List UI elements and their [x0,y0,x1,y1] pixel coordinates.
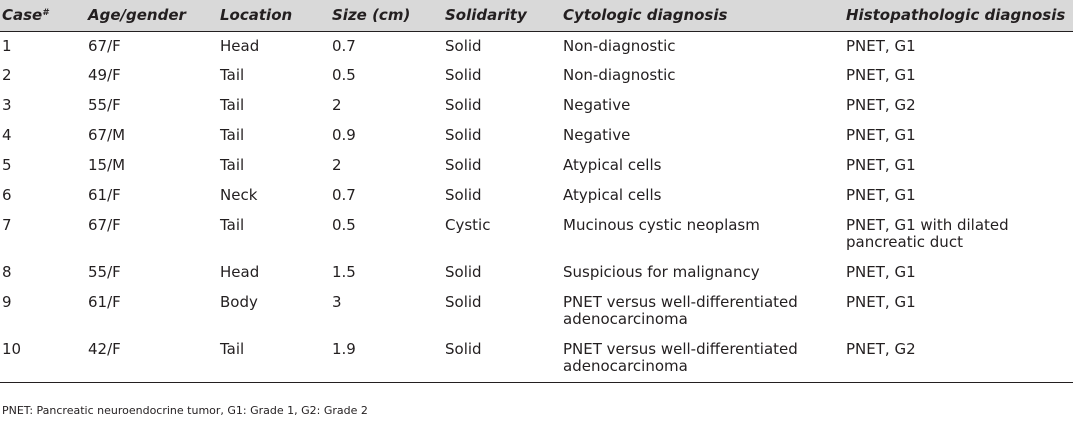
table-row [0,288,1073,335]
cell-size: 2 [332,156,342,174]
cell-age-gender: 67/M [88,126,126,144]
table-row [0,121,1073,151]
cell-cytologic [561,335,844,382]
table-row [0,61,1073,91]
header-age-gender: Age/gender [86,0,218,31]
header-solidarity: Solidarity [443,0,561,31]
cell-case: 4 [2,126,12,144]
cell-age-gender: 61/F [88,293,121,311]
cell-case: 10 [2,340,22,358]
cell-location: Tail [220,126,245,144]
header-row [0,0,1073,31]
table-row [0,91,1073,121]
cell-location: Body [220,293,258,311]
cell-histopathologic: PNET, G2 [846,340,916,358]
cell-cytologic: Atypical cells [563,186,662,204]
cell-age-gender: 67/F [88,36,121,55]
cell-cytologic [561,288,844,335]
cell-case: 8 [2,263,12,281]
cell-histopathologic: PNET, G1 [846,293,916,311]
cell-location: Tail [220,66,245,84]
table-row [0,151,1073,181]
cell-size: 2 [332,96,342,114]
cell-cytologic: Non-diagnostic [563,36,676,55]
cell-age-gender: 67/F [88,216,121,234]
cell-solidarity: Solid [445,36,482,55]
cell-histopathologic: PNET, G1 [846,263,916,281]
cell-solidarity: Solid [445,66,482,84]
cell-solidarity: Solid [445,186,482,204]
cell-size: 0.5 [332,66,356,84]
cell-age-gender: 55/F [88,96,121,114]
cell-solidarity: Solid [445,263,482,281]
cell-size: 0.5 [332,216,356,234]
cell-location: Tail [220,156,245,174]
cell-size: 0.9 [332,126,356,144]
cell-case: 2 [2,66,12,84]
header-case: Case# [0,0,86,31]
cell-histopathologic: PNET, G1 [846,36,916,55]
header-histopathologic-diagnosis: Histopathologic diagnosis [844,0,1073,31]
cell-histopathologic-line-2: pancreatic duct [846,233,963,251]
cell-case: 7 [2,216,12,234]
cell-location: Head [220,263,260,281]
cell-age-gender: 15/M [88,156,126,174]
cell-solidarity: Solid [445,126,482,144]
cell-location: Tail [220,340,245,358]
cell-location: Head [220,36,260,55]
cell-histopathologic: PNET, G1 [846,186,916,204]
table-row [0,211,1073,258]
cell-size: 0.7 [332,36,356,55]
cell-histopathologic: PNET, G1 [846,66,916,84]
cell-age-gender: 55/F [88,263,121,281]
cell-cytologic-line-2: adenocarcinoma [563,310,688,328]
cell-location: Tail [220,216,245,234]
cell-size: 3 [332,293,342,311]
cell-cytologic-line-2: adenocarcinoma [563,357,688,375]
cell-cytologic: Mucinous cystic neoplasm [563,216,760,234]
table-row [0,258,1073,288]
table-row [0,335,1073,382]
cell-location: Neck [220,186,258,204]
cell-histopathologic: PNET, G2 [846,96,916,114]
cell-cytologic-line-1: PNET versus well-differentiated [563,293,798,311]
cell-cytologic: Negative [563,96,631,114]
cell-solidarity: Cystic [445,216,491,234]
cell-cytologic: Atypical cells [563,156,662,174]
table-row [0,31,1073,61]
cell-cytologic: Suspicious for malignancy [563,263,760,281]
cell-solidarity: Solid [445,293,482,311]
cell-case: 6 [2,186,12,204]
header-cytologic-diagnosis: Cytologic diagnosis [561,0,844,31]
cell-size: 1.9 [332,340,356,358]
cell-histopathologic [844,211,1073,258]
cell-location: Tail [220,96,245,114]
cell-age-gender: 49/F [88,66,121,84]
cell-solidarity: Solid [445,156,482,174]
cell-age-gender: 42/F [88,340,121,358]
cell-histopathologic: PNET, G1 [846,126,916,144]
cell-case: 9 [2,293,12,311]
header-size: Size (cm) [330,0,443,31]
cell-size: 1.5 [332,263,356,281]
cell-cytologic: Non-diagnostic [563,66,676,84]
cell-solidarity: Solid [445,340,482,358]
table-footnote: PNET: Pancreatic neuroendocrine tumor, G1: Grade 1, G2: Grade 2 [2,404,368,417]
cell-histopathologic-line-1: PNET, G1 with dilated [846,216,1009,234]
cell-histopathologic: PNET, G1 [846,156,916,174]
cell-cytologic-line-1: PNET versus well-differentiated [563,340,798,358]
cell-cytologic: Negative [563,126,631,144]
cell-solidarity: Solid [445,96,482,114]
cell-age-gender: 61/F [88,186,121,204]
cell-case: 5 [2,156,12,174]
cell-size: 0.7 [332,186,356,204]
cell-case: 1 [2,36,12,55]
table-row [0,181,1073,211]
cell-case: 3 [2,96,12,114]
header-location: Location [218,0,330,31]
